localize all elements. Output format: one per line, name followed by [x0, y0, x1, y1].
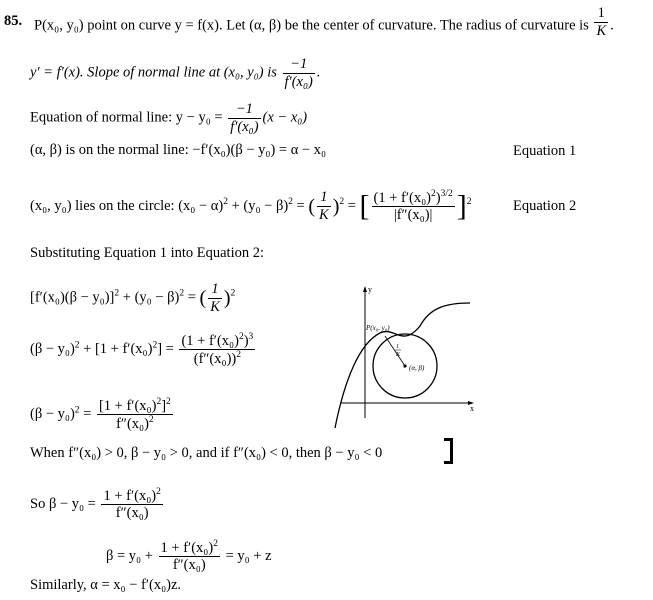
radius-num: 1: [594, 6, 608, 23]
one-over-k: [317, 190, 331, 222]
radius-formula-den: |f″(x₀)|: [393, 207, 433, 224]
sq-7: 2: [179, 288, 185, 299]
radius-label-den: K: [396, 352, 401, 358]
beta-b: = y₀ + z: [225, 547, 272, 564]
k-den-2: K: [210, 298, 220, 315]
derivative-end: .: [316, 64, 321, 81]
intro-line: [34, 5, 614, 39]
slope-num: −1: [283, 57, 315, 74]
so-num: 1 + f′(x₀): [103, 487, 157, 504]
derivative-text: y′ = f′(x). Slope of normal line at (x₀, y₀) is: [30, 64, 277, 81]
sub-line-2: [30, 333, 257, 367]
similarly-line: Similarly, α = x₀ − f′(x₀)z.: [30, 577, 182, 593]
beta-num: 1 + f′(x₀): [160, 539, 214, 556]
sq-18: 2: [213, 539, 218, 549]
so-den: f″(x₀): [115, 505, 149, 522]
sq-14: 2: [156, 397, 162, 407]
y-axis-label: y: [368, 285, 372, 294]
normal-tail: (x − x₀): [262, 109, 308, 126]
sub1-c: =: [184, 289, 196, 306]
sq-6: 2: [114, 288, 120, 299]
beta-den: f″(x₀): [172, 557, 206, 574]
intro-text: P(x₀, y₀) point on curve y = f(x). Let (α, β) be the center of curvature. The radius of curvature is: [34, 17, 589, 34]
sq-3: 2: [339, 196, 345, 207]
sq-2: 2: [288, 196, 293, 207]
substituting-line: Substituting Equation 1 into Equation 2:: [30, 245, 265, 261]
problem-number: 85.: [4, 13, 23, 29]
equation-2-label: Equation 2: [513, 198, 577, 214]
sub3-a: (β − y₀): [30, 406, 75, 423]
sq-4: 2: [431, 189, 436, 199]
sub2-num: (1 + f′(x₀): [181, 332, 239, 349]
so-fraction: [101, 488, 162, 521]
center-label: (α, β): [409, 364, 425, 372]
end-bracket: [444, 438, 453, 464]
sub3-b: =: [79, 406, 92, 423]
sq-5: 2: [466, 196, 472, 207]
sub2-c: ] =: [157, 341, 174, 358]
radius-formula-fraction: $\frac{(1 + f'(x_0)^2)^{3/2}}{\text{|f″(x₀)|}}$: [373, 189, 453, 224]
sq-11: 2: [238, 332, 244, 342]
on-circle-c: =: [292, 197, 305, 214]
sub2-den: (f″(x₀)): [193, 351, 237, 368]
sq-10: 2: [152, 340, 158, 351]
beta-a: β = y₀ +: [106, 547, 153, 564]
sub1-b: + (y₀ − β): [119, 289, 180, 306]
normal-num: −1: [228, 102, 260, 119]
sub3-num: [1 + f′(x₀): [98, 397, 157, 414]
sub3-fraction: $\frac{[1 + f'(x_0)^2]^2}{f''(x_0)^2}$: [98, 397, 171, 433]
radius-label-num: 1: [396, 344, 399, 350]
beta-line: [106, 540, 272, 573]
sq-1: 2: [223, 196, 228, 207]
so-a: So β − y₀ =: [30, 495, 96, 512]
sq-17: 2: [156, 487, 161, 497]
sq-13: 2: [74, 405, 80, 416]
normal-slope-fraction: [283, 57, 315, 89]
radius-line: [385, 336, 405, 366]
sq-16: 2: [148, 415, 154, 426]
y-axis-arrow: [363, 286, 367, 292]
one-over-k-2: [208, 282, 222, 314]
point-label: P(x₀, y₀): [366, 324, 390, 332]
intro-end: .: [610, 17, 614, 34]
k-den: K: [319, 206, 329, 223]
on-circle-a: (x₀, y₀) lies on the circle: (x₀ − α): [30, 197, 224, 214]
on-circle-d: =: [344, 197, 356, 214]
sq-15: 2: [166, 397, 171, 407]
exp-32: 3/2: [440, 189, 453, 199]
one-num-2: 1: [208, 282, 222, 299]
on-normal-line: (α, β) is on the normal line: −f′(x₀)(β − y₀) = α − x₀: [30, 142, 327, 158]
sub-line-3: [30, 398, 175, 432]
derivative-line: [30, 57, 320, 89]
normal-den: f′(x₀): [230, 118, 259, 135]
radius-den: K: [596, 22, 607, 39]
sq-9: 2: [74, 340, 80, 351]
on-circle-line: (x₀, y₀) lies on the circle: $(x_0 - \alpha)^2 + (y_0 - \beta)^2$ = ( $\frac{1}{K}$ )$^2$ = [ $\frac{(1 + f'(x_0)^2)^{3/2}}{\text{|f″(x₀)|}}$ ]$^2$: [30, 189, 472, 224]
normal-fraction: [228, 102, 260, 134]
normal-text: Equation of normal line: y − y₀ =: [30, 109, 223, 126]
radius-formula-num: (1 + f′(x₀): [373, 189, 432, 206]
sq-12: 2: [236, 350, 241, 361]
on-circle-b: + (y₀ − β): [227, 197, 289, 214]
beta-fraction: [159, 540, 220, 573]
sub2-b: + [1 + f′(x₀): [79, 341, 153, 358]
equation-1-label: Equation 1: [513, 143, 577, 159]
so-line: [30, 488, 165, 521]
x-axis-label: x: [470, 404, 474, 413]
one-num: 1: [317, 190, 331, 207]
when-line: When f″(x₀) > 0, β − y₀ > 0, and if f″(x₀) < 0, then β − y₀ < 0: [30, 445, 383, 461]
curvature-figure: [330, 278, 490, 438]
normal-line-equation: [30, 102, 307, 134]
radius-fraction: [594, 6, 608, 38]
cube-1: 3: [248, 332, 254, 342]
curve: [335, 303, 470, 428]
slope-den: f′(x₀): [284, 73, 313, 90]
sub1-a: [f′(x₀)(β − y₀)]: [30, 289, 115, 306]
center-point: [403, 364, 406, 367]
sub3-den: f″(x₀): [116, 416, 149, 433]
sub2-fraction: $\frac{(1 + f'(x_0)^2)^3}{(f''(x_0))^2}$: [181, 332, 254, 368]
sub2-a: (β − y₀): [30, 341, 75, 358]
sub-line-1: $[f'(x_0)(\beta - y_0)]^2 + (y_0 - \beta)^2$ = ( $\frac{1}{K}$ )$^2$: [30, 281, 236, 315]
sq-8: 2: [230, 288, 236, 299]
